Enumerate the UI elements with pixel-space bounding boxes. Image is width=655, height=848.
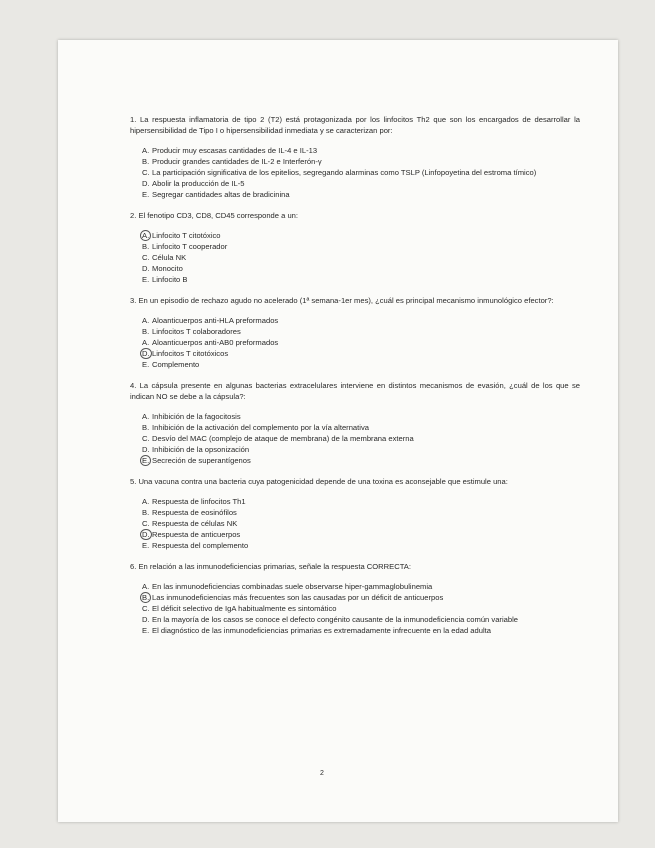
answer-option <box>142 411 580 422</box>
option-text: Respuesta de células NK <box>152 519 238 528</box>
option-letter: E. <box>142 360 150 369</box>
answer-options <box>130 145 580 200</box>
page-number: 2 <box>320 770 324 777</box>
answer-option <box>142 540 580 551</box>
option-letter: C. <box>142 253 150 262</box>
answer-option <box>142 337 580 348</box>
option-letter: A. <box>142 338 150 347</box>
answer-option <box>142 422 580 433</box>
option-letter: D. <box>142 445 150 454</box>
answer-option <box>142 496 580 507</box>
answer-option <box>142 581 580 592</box>
question-6 <box>130 561 580 636</box>
option-letter: B. <box>142 327 150 336</box>
option-text: Célula NK <box>152 253 187 262</box>
question-3 <box>130 295 580 370</box>
question-1 <box>130 114 580 200</box>
option-text: Linfocitos T colaboradores <box>152 327 241 336</box>
option-letter: C. <box>142 604 150 613</box>
option-letter: B. <box>142 423 150 432</box>
option-letter: D. <box>142 615 150 624</box>
option-letter: B. <box>142 242 150 251</box>
option-text: En las inmunodeficiencias combinadas suele observarse hiper-gammaglobulinemia <box>152 582 433 591</box>
option-letter: C. <box>142 519 150 528</box>
option-text: En la mayoría de los casos se conoce el defecto congénito causante de la inmunodeficiencia común variable <box>152 615 518 624</box>
option-text: Las inmunodeficiencias más frecuentes son las causadas por un déficit de anticuerpos <box>152 593 444 602</box>
option-text: Respuesta de eosinófilos <box>152 508 237 517</box>
question-text: 2. El fenotipo CD3, CD8, CD45 corresponde a un: <box>130 211 298 220</box>
option-letter-circled: D. <box>142 349 150 358</box>
question-text: 4. La cápsula presente en algunas bacterias extracelulares interviene en distintos mecanismos de evasión, ¿cuál de los que se indican NO se debe a la cápsula?: <box>130 381 580 401</box>
answer-option <box>142 145 580 156</box>
option-text: Inhibición de la activación del complemento por la vía alternativa <box>152 423 369 432</box>
answer-option-marked <box>142 455 580 466</box>
option-letter-circled: A. <box>142 231 150 240</box>
option-letter: C. <box>142 168 150 177</box>
option-letter: C. <box>142 434 150 443</box>
answer-option <box>142 241 580 252</box>
option-letter: A. <box>142 146 150 155</box>
answer-options <box>130 581 580 636</box>
answer-option <box>142 614 580 625</box>
answer-option <box>142 603 580 614</box>
answer-option <box>142 156 580 167</box>
option-letter: B. <box>142 508 150 517</box>
answer-option <box>142 507 580 518</box>
option-letter: E. <box>142 190 150 199</box>
option-text: Linfocito T citotóxico <box>152 231 221 240</box>
option-letter-circled: D. <box>142 530 150 539</box>
option-text: Respuesta de anticuerpos <box>152 530 241 539</box>
option-text: Linfocito B <box>152 275 188 284</box>
option-text: Aloanticuerpos anti-AB0 preformados <box>152 338 279 347</box>
option-text: Producir muy escasas cantidades de IL-4 e IL-13 <box>152 146 318 155</box>
option-text: El déficit selectivo de IgA habitualmente es sintomático <box>152 604 337 613</box>
answer-option <box>142 167 580 178</box>
option-letter: A. <box>142 412 150 421</box>
option-text: El diagnóstico de las inmunodeficiencias primarias es extremadamente infrecuente en la edad adulta <box>152 626 491 635</box>
option-text: Producir grandes cantidades de IL-2 e Interferón-γ <box>152 157 322 166</box>
option-text: Inhibición de la opsonización <box>152 445 250 454</box>
answer-options <box>130 315 580 370</box>
option-letter-circled: B. <box>142 593 150 602</box>
option-letter: E. <box>142 541 150 550</box>
option-letter: A. <box>142 497 150 506</box>
answer-option <box>142 252 580 263</box>
answer-option <box>142 433 580 444</box>
answer-options <box>130 230 580 285</box>
option-letter: A. <box>142 316 150 325</box>
answer-option-marked <box>142 230 580 241</box>
answer-option <box>142 263 580 274</box>
answer-option <box>142 625 580 636</box>
answer-option <box>142 178 580 189</box>
answer-option <box>142 518 580 529</box>
questions-container <box>130 114 580 646</box>
option-letter: D. <box>142 264 150 273</box>
option-letter: B. <box>142 157 150 166</box>
option-text: Abolir la producción de IL-5 <box>152 179 245 188</box>
answer-option <box>142 274 580 285</box>
answer-option-marked <box>142 348 580 359</box>
answer-option <box>142 359 580 370</box>
question-text: 6. En relación a las inmunodeficiencias primarias, señale la respuesta CORRECTA: <box>130 562 411 571</box>
question-text: 1. La respuesta inflamatoria de tipo 2 (T2) está protagonizada por los linfocitos Th2 que son los encargados de desarrollar la hipersensibilidad de Tipo I o hipersensibilidad inmediata y se caracterizan por: <box>130 115 580 135</box>
question-4 <box>130 380 580 466</box>
answer-options <box>130 411 580 466</box>
question-5 <box>130 476 580 551</box>
option-text: Monocito <box>152 264 183 273</box>
option-text: Inhibición de la fagocitosis <box>152 412 241 421</box>
option-text: Aloanticuerpos anti-HLA preformados <box>152 316 279 325</box>
option-letter-circled: E. <box>142 456 150 465</box>
option-text: Respuesta del complemento <box>152 541 249 550</box>
answer-option-marked <box>142 592 580 603</box>
option-letter: E. <box>142 275 150 284</box>
answer-option <box>142 189 580 200</box>
answer-options <box>130 496 580 551</box>
option-text: Respuesta de linfocitos Th1 <box>152 497 246 506</box>
option-text: Secreción de superantígenos <box>152 456 251 465</box>
option-text: Complemento <box>152 360 200 369</box>
answer-option <box>142 315 580 326</box>
answer-option <box>142 326 580 337</box>
option-text: La participación significativa de los epitelios, segregando alarminas como TSLP (Linfopoyetina del estroma tímico) <box>152 168 537 177</box>
option-letter: E. <box>142 626 150 635</box>
question-2 <box>130 210 580 285</box>
option-letter: D. <box>142 179 150 188</box>
option-text: Linfocito T cooperador <box>152 242 228 251</box>
option-text: Desvío del MAC (complejo de ataque de membrana) de la membrana externa <box>152 434 414 443</box>
option-text: Linfocitos T citotóxicos <box>152 349 229 358</box>
question-text: 5. Una vacuna contra una bacteria cuya patogenicidad depende de una toxina es aconsejable que estimule una: <box>130 477 508 486</box>
option-letter: A. <box>142 582 150 591</box>
exam-page <box>58 40 618 822</box>
option-text: Segregar cantidades altas de bradicinina <box>152 190 290 199</box>
answer-option <box>142 444 580 455</box>
answer-option-marked <box>142 529 580 540</box>
question-text: 3. En un episodio de rechazo agudo no acelerado (1ª semana-1er mes), ¿cuál es principal mecanismo inmunológico efector?: <box>130 296 554 305</box>
